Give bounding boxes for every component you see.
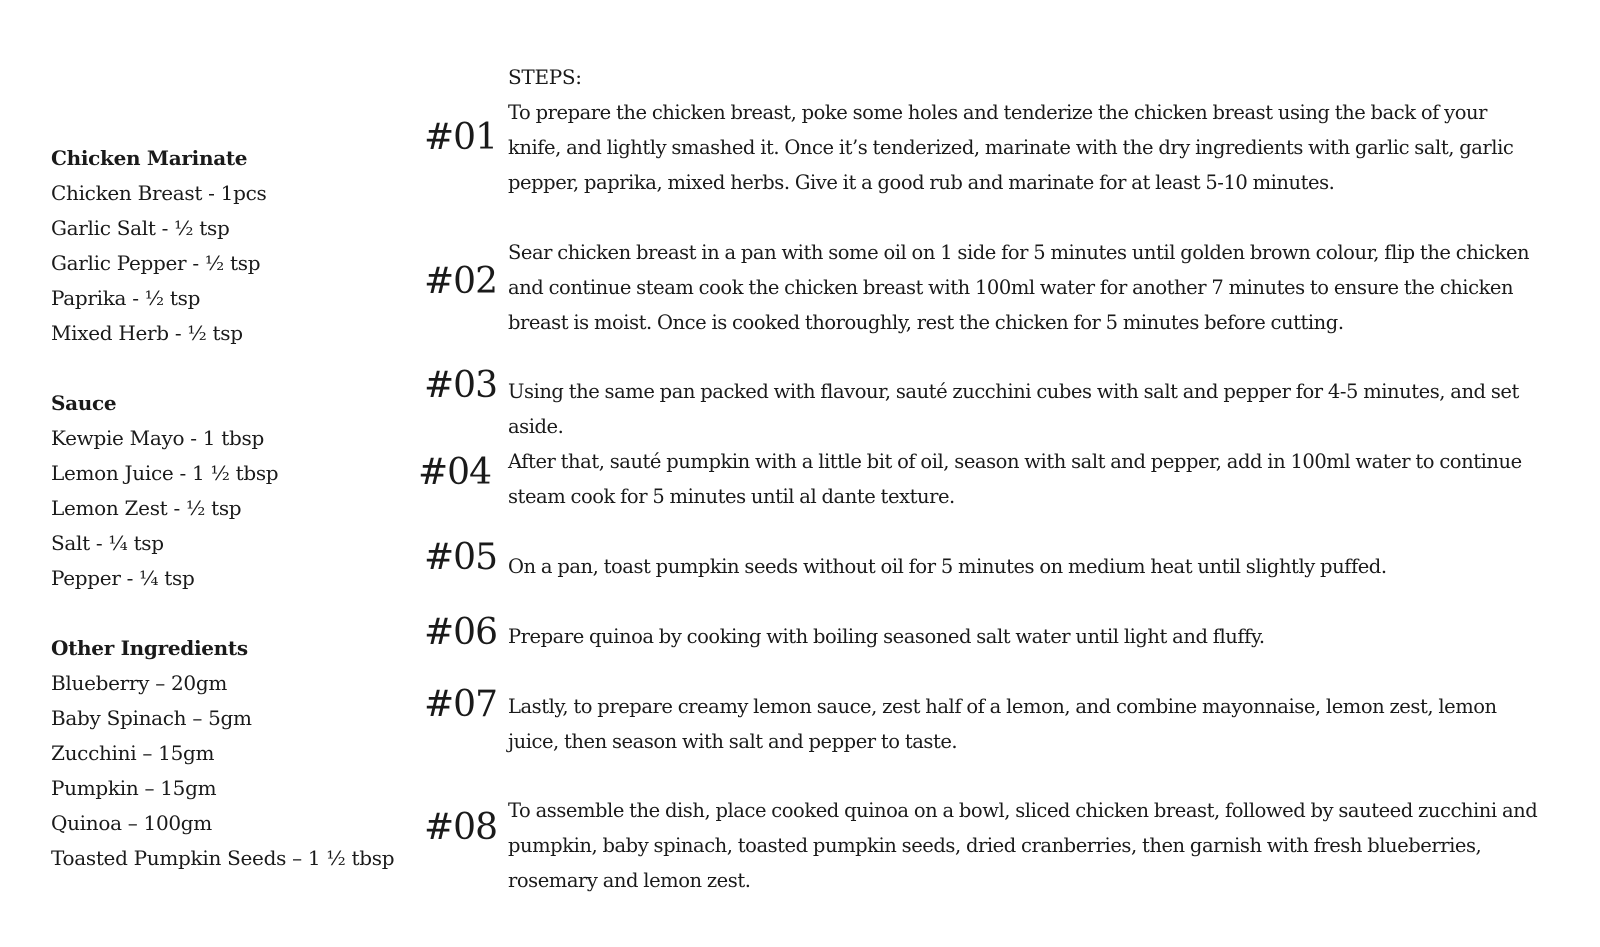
ingredient-group-title: Other Ingredients [51, 636, 248, 660]
step-text: Lastly, to prepare creamy lemon sauce, zest half of a lemon, and combine mayonnaise, lemon zest, lemon juice, then season with salt and pepper to taste. [508, 695, 1497, 753]
step-number: #02 [424, 261, 497, 302]
ingredient-item: Kewpie Mayo - 1 tbsp [51, 426, 264, 450]
ingredient-group-sauce [51, 386, 391, 596]
ingredient-item: Mixed Herb - ½ tsp [51, 321, 243, 345]
ingredient-item: Salt - ¼ tsp [51, 531, 164, 555]
step-text: Prepare quinoa by cooking with boiling seasoned salt water until light and fluffy. [508, 625, 1265, 648]
ingredient-item: Pepper - ¼ tsp [51, 566, 195, 590]
ingredient-item: Zucchini – 15gm [51, 741, 215, 765]
ingredient-item: Garlic Salt - ½ tsp [51, 216, 230, 240]
step-text: After that, sauté pumpkin with a little bit of oil, season with salt and pepper, add in 100ml water to continue steam cook for 5 minutes until al dante texture. [508, 450, 1522, 508]
step-text: To assemble the dish, place cooked quinoa on a bowl, sliced chicken breast, followed by sauteed zucchini and pumpkin, baby spinach, toasted pumpkin seeds, dried cranberries, then garnish with fresh blueberries, rosemary and lemon zest. [508, 799, 1538, 892]
ingredient-group-title: Chicken Marinate [51, 146, 248, 170]
ingredient-group-other [51, 631, 395, 876]
ingredient-item: Toasted Pumpkin Seeds – 1 ½ tbsp [51, 846, 395, 870]
step-number: #03 [424, 365, 497, 406]
step-number: #07 [424, 684, 497, 725]
step-number: #04 [418, 452, 491, 493]
step-text: To prepare the chicken breast, poke some holes and tenderize the chicken breast using the back of your knife, and lightly smashed it. Once it’s tenderized, marinate with the dry ingredients with garlic salt, garlic pepper, paprika, mixed herbs. Give it a good rub and marinate for at least 5-10 minutes. [508, 101, 1514, 194]
ingredient-group-chicken-marinate [51, 141, 391, 351]
ingredient-item: Garlic Pepper - ½ tsp [51, 251, 261, 275]
ingredient-item: Lemon Zest - ½ tsp [51, 496, 242, 520]
step-text: On a pan, toast pumpkin seeds without oil for 5 minutes on medium heat until slightly puffed. [508, 555, 1387, 578]
ingredient-item: Paprika - ½ tsp [51, 286, 201, 310]
step-number: #06 [424, 612, 497, 653]
ingredient-item: Blueberry – 20gm [51, 671, 228, 695]
ingredients-list [51, 141, 395, 876]
ingredient-group-title: Sauce [51, 391, 117, 415]
step-text: Sear chicken breast in a pan with some oil on 1 side for 5 minutes until golden brown colour, flip the chicken and continue steam cook the chicken breast with 100ml water for another 7 minutes to ensure the chicken breast is moist. Once is cooked thoroughly, rest the chicken for 5 minutes before cutting. [508, 241, 1530, 334]
step-number: #01 [424, 117, 497, 158]
step-text: Using the same pan packed with flavour, sauté zucchini cubes with salt and pepper for 4-5 minutes, and set aside. [508, 380, 1519, 438]
ingredient-item: Chicken Breast - 1pcs [51, 181, 267, 205]
ingredient-item: Baby Spinach – 5gm [51, 706, 252, 730]
ingredient-item: Pumpkin – 15gm [51, 776, 217, 800]
step-number: #08 [424, 807, 497, 848]
ingredient-item: Lemon Juice - 1 ½ tbsp [51, 461, 279, 485]
steps-heading: STEPS: [508, 65, 582, 89]
ingredient-item: Quinoa – 100gm [51, 811, 212, 835]
step-number: #05 [424, 537, 497, 578]
